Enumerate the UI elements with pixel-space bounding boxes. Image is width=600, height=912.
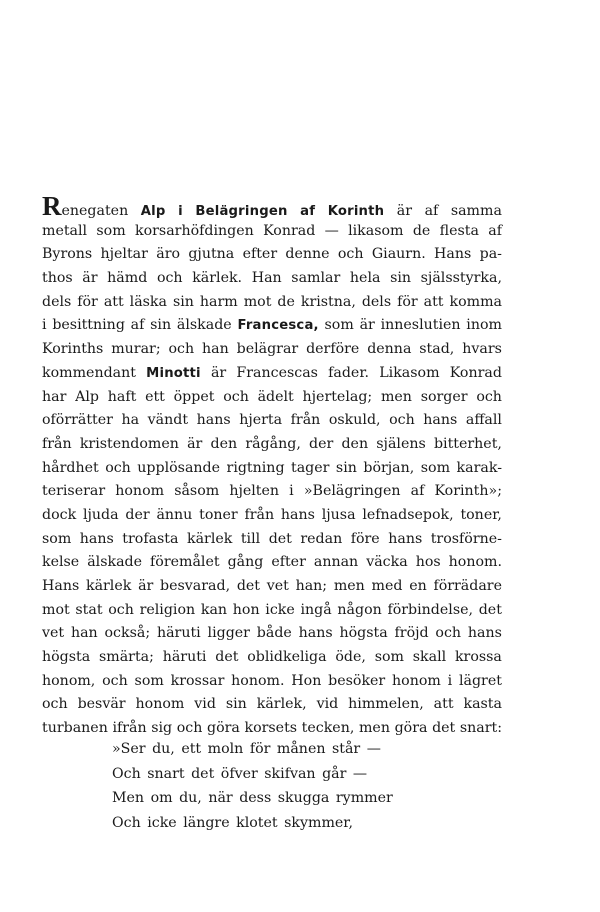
word: Giaurn. (371, 246, 426, 263)
word: kristendomen (79, 435, 179, 452)
word: är (396, 203, 413, 219)
word: och (156, 270, 183, 287)
word: karak- (456, 459, 502, 476)
emphasized-word: Korinth (327, 204, 385, 219)
word: någon (337, 601, 382, 618)
word: af (488, 222, 502, 239)
word: att (423, 293, 444, 310)
word: inom (466, 317, 502, 334)
word: ha (121, 412, 140, 429)
emphasized-word: Minotti (146, 365, 201, 381)
word: och (435, 625, 462, 642)
word: harm (199, 293, 238, 310)
emphasized-word: i (178, 204, 183, 219)
word: hjeltar (100, 246, 148, 263)
word: förbindelse, (387, 601, 474, 618)
word: honom. (448, 554, 502, 571)
word: snart: (459, 720, 502, 737)
word: själsstyrka, (420, 270, 502, 287)
word: den (210, 435, 238, 452)
word: öppet (173, 388, 215, 405)
word: flesta (439, 222, 479, 239)
word: krossar (170, 672, 225, 689)
text-line (42, 267, 502, 291)
word: Konrad (263, 222, 316, 239)
word: efter (242, 246, 278, 263)
word: hela (349, 270, 381, 287)
word: för (397, 293, 418, 310)
word: till (240, 530, 261, 547)
word: hon (232, 601, 260, 618)
word: kärlek, (256, 696, 307, 713)
word: hans (388, 530, 423, 547)
text-line (42, 504, 502, 528)
text-line (42, 433, 502, 457)
word: före (350, 530, 380, 547)
word: smärta; (98, 649, 154, 666)
word: bitterhet, (433, 435, 502, 452)
word: — (324, 222, 339, 239)
text-line (42, 646, 502, 670)
word: efter (271, 554, 306, 571)
word: som (96, 222, 126, 239)
word: honom (135, 696, 185, 713)
word: af (410, 483, 425, 500)
word: murar; (111, 341, 161, 358)
word: Hon (291, 672, 322, 689)
word: trosförne- (430, 530, 502, 547)
word: i (42, 317, 47, 334)
word: vet (42, 625, 65, 642)
word: kärlek (186, 530, 233, 547)
word: i (289, 483, 294, 500)
word: vet (266, 578, 289, 594)
word: det (236, 578, 261, 594)
text-line (42, 386, 502, 410)
text-line (42, 457, 502, 481)
word: inneslutien (380, 317, 461, 334)
word: som (420, 459, 451, 476)
text-line (42, 622, 502, 646)
word: men (333, 578, 365, 594)
word: häruti (162, 649, 207, 666)
word: teriserar (42, 483, 106, 500)
word: som (42, 530, 72, 547)
word: hans (280, 506, 315, 523)
word: och (476, 388, 502, 405)
word: kärlek (85, 578, 132, 594)
word: komma (449, 293, 502, 310)
word: honom (115, 483, 165, 500)
word: ifrån (112, 720, 147, 737)
word: sin (335, 459, 357, 476)
text-line (42, 599, 502, 623)
word: Han (251, 270, 282, 287)
word: såsom (174, 483, 220, 500)
word: Korinths (42, 341, 104, 358)
verse-line: »Ser du, ett moln för månen står — (112, 741, 381, 757)
word: religion (139, 601, 196, 618)
word: korsarhöfdingen (135, 222, 254, 239)
text-line (42, 191, 502, 221)
word: icke (265, 601, 295, 618)
word: med (371, 578, 403, 594)
word: är (210, 364, 227, 381)
text-line (42, 528, 502, 552)
word: det (268, 530, 292, 547)
word: turbanen (42, 720, 108, 737)
verse-line: Men om du, när dess skugga rymmer (112, 790, 393, 806)
text-line (42, 693, 502, 717)
word: i (447, 672, 453, 689)
word: stat (75, 601, 103, 618)
word: och (176, 720, 203, 737)
word: och (42, 696, 68, 713)
word: ingå (300, 601, 332, 618)
word: de (412, 222, 431, 239)
word: sin (150, 317, 172, 334)
word: gång (227, 554, 264, 571)
word: hjerta (239, 412, 283, 429)
word: besvarad, (160, 578, 231, 594)
word: ännu (156, 506, 193, 523)
word: mot (42, 601, 70, 618)
word: hjelten (229, 483, 280, 500)
word: har (42, 388, 67, 405)
word: af (130, 317, 145, 334)
word: är (359, 317, 375, 334)
word: der (125, 506, 150, 523)
word: sin (390, 270, 412, 287)
word: thos (42, 270, 73, 287)
word: kommendant (42, 364, 136, 381)
word: oskuld, (328, 412, 381, 429)
word: oblidkeliga (247, 649, 327, 666)
word: hans (298, 625, 333, 642)
word: de (277, 293, 295, 310)
word: krossa (454, 649, 502, 666)
word: och (337, 246, 364, 263)
word: för (77, 293, 98, 310)
word: Francescas (236, 364, 318, 381)
word: häruti (156, 625, 201, 642)
emphasized-word: Francesca, (237, 318, 319, 334)
text-line (42, 409, 502, 433)
word: affall (465, 412, 502, 429)
word: han (70, 625, 98, 642)
word: honom, (42, 672, 96, 689)
word: hjertelag; (302, 388, 373, 405)
word: hårdhet (42, 459, 99, 476)
word: och (108, 601, 134, 618)
word: pa- (479, 246, 502, 263)
word: också; (104, 625, 151, 642)
word: själens (376, 435, 426, 452)
word: och (168, 341, 195, 358)
word: öde, (335, 649, 366, 666)
word: högsta (42, 649, 91, 666)
word: besöker (328, 672, 386, 689)
word: hans (467, 625, 502, 642)
word: »Belägringen (303, 483, 401, 500)
word: förrädare (433, 578, 502, 594)
word: upplösande (137, 459, 221, 476)
word: sig (151, 720, 173, 737)
word: samlar (291, 270, 341, 287)
word: som (134, 672, 164, 689)
text-line (42, 480, 502, 504)
text-line (42, 670, 502, 694)
text-line (42, 338, 502, 362)
word: kasta (463, 696, 502, 713)
text-line (42, 575, 502, 599)
word: Hans (434, 246, 472, 263)
word: från (290, 412, 321, 429)
word: metall (42, 222, 88, 239)
word: rigtning (226, 459, 285, 476)
word: stad, (419, 341, 455, 358)
word: haft (107, 388, 137, 405)
word: toner (199, 506, 238, 523)
word: början, (363, 459, 415, 476)
word: föremålet (150, 554, 220, 571)
word: är (138, 578, 154, 594)
word: lefnadsepok, (362, 506, 454, 523)
word: äro (156, 246, 181, 263)
word: dels (42, 293, 72, 310)
word: Alp (75, 388, 100, 405)
word: dels (361, 293, 392, 310)
word: toner, (460, 506, 502, 523)
word: den (341, 435, 369, 452)
word: kelse (42, 554, 80, 571)
word: rågång, (245, 435, 301, 452)
word: älskade (176, 317, 232, 334)
word: och (105, 459, 131, 476)
word: Korinth»; (434, 483, 502, 500)
word: hans (196, 412, 231, 429)
word: skall (412, 649, 447, 666)
word: sin (172, 293, 194, 310)
word: redan (300, 530, 343, 547)
word: ett (145, 388, 165, 405)
word: oförrätter (42, 412, 113, 429)
word: vid (194, 696, 216, 713)
word: sorger (420, 388, 468, 405)
word: och (389, 412, 415, 429)
emphasized-word: af (300, 204, 316, 219)
word: annan (313, 554, 359, 571)
text-line (42, 243, 502, 267)
word: kristna, (300, 293, 356, 310)
verse-stanza (112, 737, 512, 835)
word: det (215, 649, 239, 666)
word: är (187, 435, 203, 452)
word: hvars (462, 341, 502, 358)
word: Hans (42, 578, 80, 594)
word: som (374, 649, 404, 666)
word: enegaten (61, 203, 129, 219)
word: ligger (207, 625, 250, 642)
word: och (102, 672, 128, 689)
word: honom. (231, 672, 285, 689)
word: en (409, 578, 427, 594)
verse-line: Och snart det öfver skifvan går — (112, 765, 368, 782)
word: men (380, 388, 412, 405)
word: ljusa (321, 506, 356, 523)
verse-line: Och icke längre klotet skymmer, (112, 814, 354, 831)
word: denne (285, 246, 330, 263)
word: fader. (328, 364, 370, 381)
word: vid (316, 696, 339, 713)
word: hos (415, 554, 441, 571)
word: belägrar (236, 341, 299, 358)
word: der (309, 435, 334, 452)
word: från (244, 506, 275, 523)
word: kan (200, 601, 228, 618)
word: hans (79, 530, 114, 547)
word: Konrad (449, 364, 502, 381)
word: dock (42, 506, 77, 523)
word: vändt (147, 412, 189, 429)
word: både (256, 625, 292, 642)
word: Likasom (379, 364, 440, 381)
word: fröjd (394, 625, 429, 642)
word: det (478, 601, 502, 618)
word: likasom (348, 222, 404, 239)
word: hämd (107, 270, 148, 287)
word: han (202, 341, 229, 358)
word: trofasta (122, 530, 179, 547)
word: göra (394, 720, 428, 737)
text-line (42, 291, 502, 315)
word: kärlek. (192, 270, 243, 287)
word: besittning (52, 317, 125, 334)
word: honom (392, 672, 441, 689)
word: gjutna (188, 246, 235, 263)
word: derföre (306, 341, 360, 358)
word: af (424, 203, 439, 219)
word: ädelt (257, 388, 294, 405)
word: och (223, 388, 249, 405)
word: att (103, 293, 124, 310)
word: Byrons (42, 246, 93, 263)
word: lägret (458, 672, 502, 689)
emphasized-word: Belägringen (195, 204, 288, 219)
emphasized-word: Alp (140, 204, 166, 219)
word: det (432, 720, 456, 737)
word: samma (450, 203, 502, 219)
drop-cap: R (42, 191, 62, 221)
prose-paragraph (42, 191, 502, 741)
word: högsta (339, 625, 388, 642)
word: läska (129, 293, 167, 310)
text-line (42, 362, 502, 386)
word: men (358, 720, 390, 737)
word: hans (423, 412, 458, 429)
word: denna (367, 341, 412, 358)
word: tager (291, 459, 330, 476)
word: göra (206, 720, 240, 737)
word: sin (225, 696, 247, 713)
word: att (433, 696, 454, 713)
word: ljuda (82, 506, 119, 523)
word: besvär (77, 696, 126, 713)
word: från (42, 435, 72, 452)
word: väcka (366, 554, 408, 571)
text-line (42, 551, 502, 575)
word: som (324, 317, 354, 334)
word: han; (295, 578, 328, 594)
word: älskade (87, 554, 143, 571)
word: mot (243, 293, 272, 310)
word: tecken, (301, 720, 355, 737)
word: himmelen, (348, 696, 424, 713)
text-line (42, 314, 502, 338)
word: korsets (244, 720, 298, 737)
word: är (82, 270, 98, 287)
